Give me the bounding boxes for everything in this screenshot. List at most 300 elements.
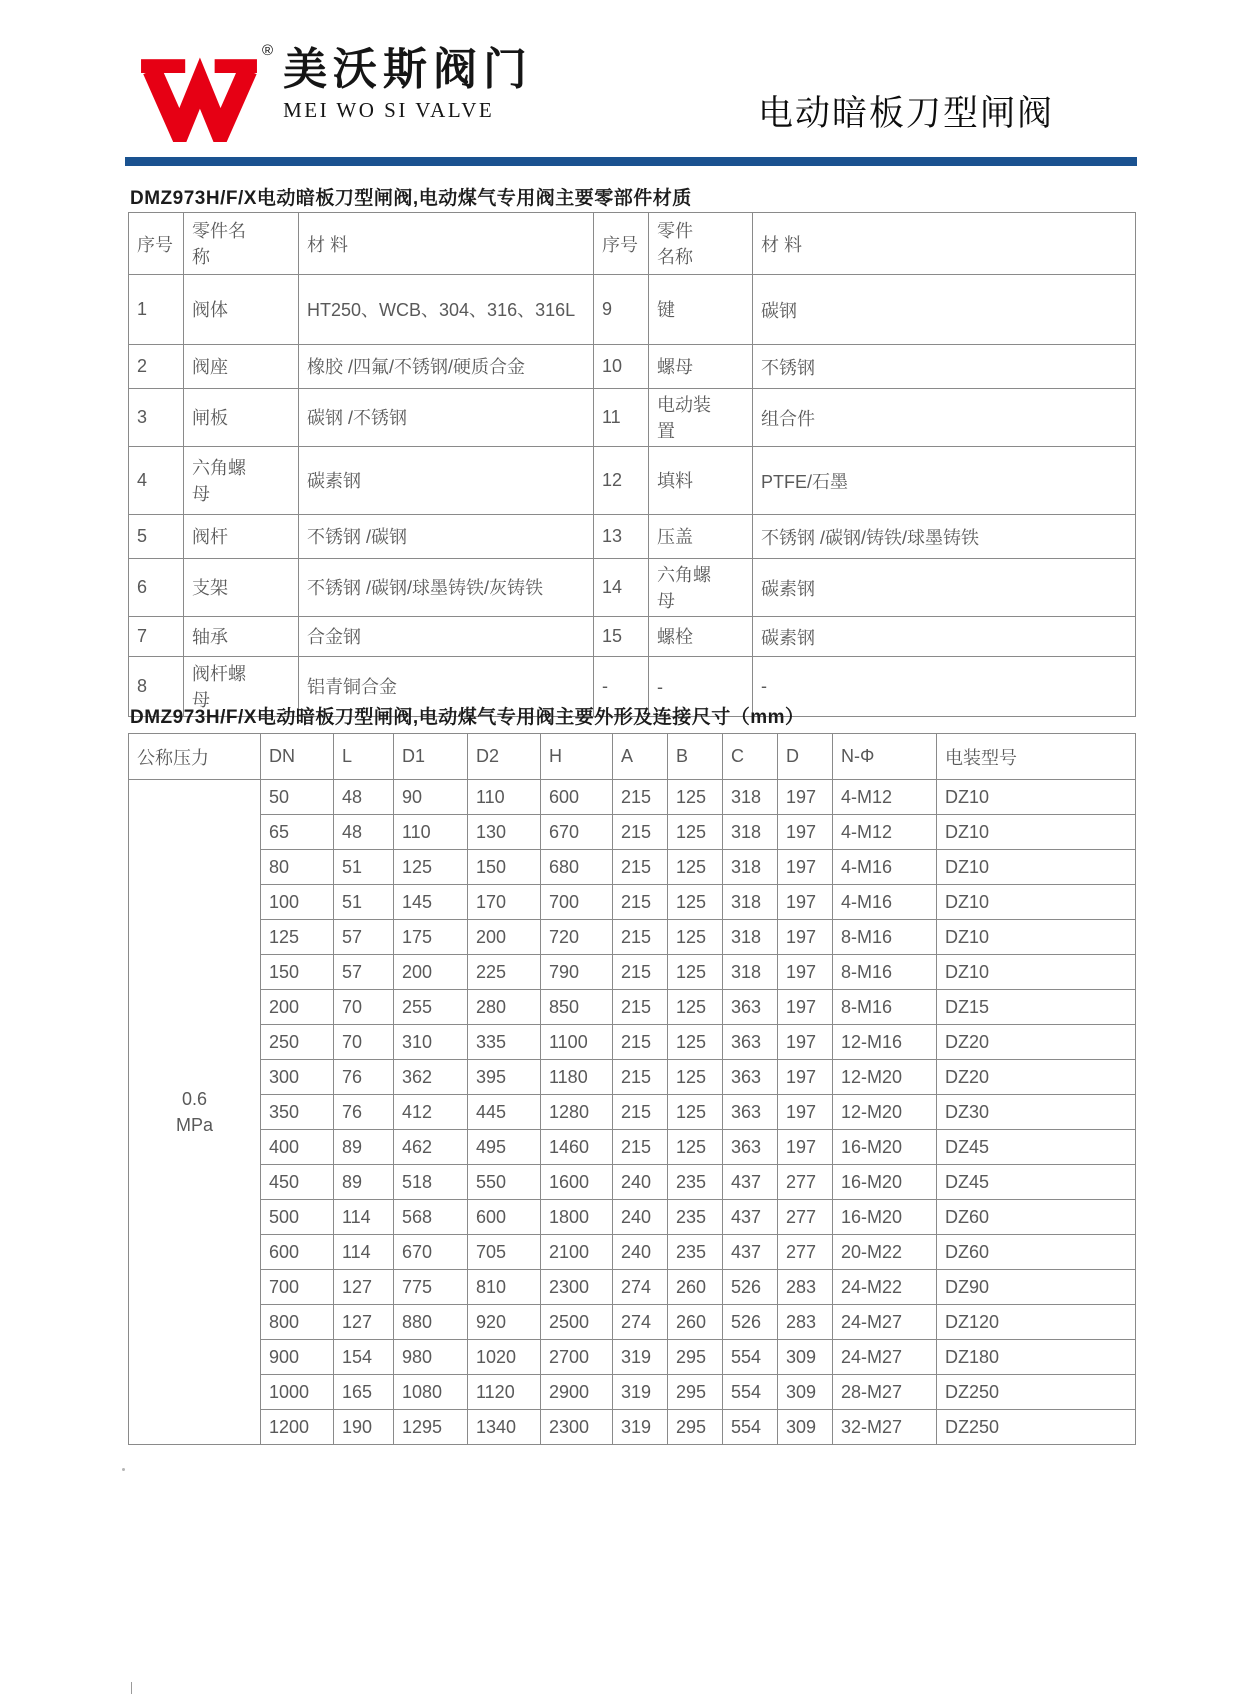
- dimensions-table-cell: 125: [668, 990, 723, 1025]
- parts-table-cell: 15: [594, 617, 649, 657]
- dimensions-table-cell: 70: [334, 1025, 394, 1060]
- dimensions-table-cell: 2900: [541, 1375, 613, 1410]
- parts-table-cell: HT250、WCB、304、316、316L: [299, 275, 594, 345]
- dimensions-table-cell: 554: [723, 1340, 778, 1375]
- dimensions-table-cell: DZ20: [937, 1025, 1136, 1060]
- dimensions-table-cell: 80: [261, 850, 334, 885]
- parts-table-cell: 碳钢: [753, 275, 1136, 345]
- dimensions-table-cell: 310: [394, 1025, 468, 1060]
- dimensions-table-cell: 810: [468, 1270, 541, 1305]
- dimensions-table-cell: 800: [261, 1305, 334, 1340]
- dimensions-table-cell: 255: [394, 990, 468, 1025]
- dimensions-table-cell: 200: [261, 990, 334, 1025]
- dimensions-table-cell: DZ10: [937, 885, 1136, 920]
- dimensions-table-cell: 240: [613, 1200, 668, 1235]
- dimensions-table-cell: 363: [723, 990, 778, 1025]
- dimensions-table-cell: 225: [468, 955, 541, 990]
- parts-table-cell: 8: [129, 657, 184, 717]
- dimensions-table-cell: 24-M22: [833, 1270, 937, 1305]
- dimensions-table-cell: 2100: [541, 1235, 613, 1270]
- dimensions-table-cell: 125: [668, 1095, 723, 1130]
- dimensions-table-cell: 150: [468, 850, 541, 885]
- dimensions-table-cell: 114: [334, 1235, 394, 1270]
- dimensions-table-cell: DZ30: [937, 1095, 1136, 1130]
- dimensions-table-cell: 680: [541, 850, 613, 885]
- dimensions-table-header-cell: B: [668, 734, 723, 780]
- dimensions-table-row: [129, 955, 1136, 990]
- dimensions-table-cell: 170: [468, 885, 541, 920]
- dimensions-table-cell: 70: [334, 990, 394, 1025]
- dimensions-table-cell: 130: [468, 815, 541, 850]
- parts-table-cell: 不锈钢 /碳钢/铸铁/球墨铸铁: [753, 515, 1136, 559]
- dimensions-table-cell: 277: [778, 1200, 833, 1235]
- dimensions-table-row: [129, 1305, 1136, 1340]
- dimensions-table-cell: 215: [613, 1025, 668, 1060]
- parts-table-cell: 碳素钢: [299, 447, 594, 515]
- parts-table-cell: 3: [129, 389, 184, 447]
- dimensions-table-cell: 350: [261, 1095, 334, 1130]
- dimensions-table-cell: 4-M16: [833, 885, 937, 920]
- dimensions-table-cell: 51: [334, 885, 394, 920]
- dimensions-table-cell: 24-M27: [833, 1305, 937, 1340]
- dimensions-table-cell: 235: [668, 1165, 723, 1200]
- parts-table-cell: 螺母: [649, 345, 753, 389]
- dimensions-table-cell: 215: [613, 1095, 668, 1130]
- dimensions-table-cell: 197: [778, 990, 833, 1025]
- dimensions-table-cell: 76: [334, 1060, 394, 1095]
- dimensions-table-header-cell: A: [613, 734, 668, 780]
- dimensions-table-cell: DZ45: [937, 1165, 1136, 1200]
- company-logo: [138, 42, 534, 142]
- dimensions-table-cell: 110: [394, 815, 468, 850]
- dimensions-table-cell: 395: [468, 1060, 541, 1095]
- dimensions-table-cell: 309: [778, 1340, 833, 1375]
- dimensions-table-cell: 309: [778, 1410, 833, 1445]
- parts-table-row: [129, 559, 1136, 617]
- dimensions-table-cell: 125: [668, 1025, 723, 1060]
- dimensions-table-cell: 283: [778, 1270, 833, 1305]
- dimensions-table-row: [129, 780, 1136, 815]
- parts-table-header-cell: 材 料: [299, 213, 594, 275]
- dimensions-table-cell: 2500: [541, 1305, 613, 1340]
- dimensions-table-header-cell: N-Φ: [833, 734, 937, 780]
- dimensions-table-cell: 1295: [394, 1410, 468, 1445]
- dimensions-table-cell: 125: [668, 955, 723, 990]
- parts-table-row: [129, 345, 1136, 389]
- dimensions-table-cell: 175: [394, 920, 468, 955]
- dimensions-table-cell: 1460: [541, 1130, 613, 1165]
- dimensions-table-cell: 437: [723, 1200, 778, 1235]
- dimensions-table-cell: 90: [394, 780, 468, 815]
- dimensions-table-cell: 215: [613, 1060, 668, 1095]
- dimensions-table-cell: 235: [668, 1235, 723, 1270]
- parts-table-cell: 阀杆螺母: [184, 657, 299, 717]
- dimensions-table-cell: 197: [778, 1130, 833, 1165]
- dimensions-table-cell: 250: [261, 1025, 334, 1060]
- parts-table-cell: 6: [129, 559, 184, 617]
- parts-table-header-cell: 零件名称: [649, 213, 753, 275]
- dimensions-table-cell: 260: [668, 1270, 723, 1305]
- dimensions-table-row: [129, 1025, 1136, 1060]
- dimensions-table-cell: 48: [334, 780, 394, 815]
- parts-table-cell: -: [649, 657, 753, 717]
- dimensions-table-cell: 65: [261, 815, 334, 850]
- dimensions-table-header-cell: D1: [394, 734, 468, 780]
- dimensions-table-cell: DZ10: [937, 920, 1136, 955]
- dimensions-table-cell: 518: [394, 1165, 468, 1200]
- dimensions-table-cell: 980: [394, 1340, 468, 1375]
- dimensions-table-cell: 89: [334, 1130, 394, 1165]
- dimensions-table-cell: 300: [261, 1060, 334, 1095]
- parts-table-cell: 填料: [649, 447, 753, 515]
- dimensions-table-cell: 16-M20: [833, 1165, 937, 1200]
- dimensions-table-cell: DZ90: [937, 1270, 1136, 1305]
- dimensions-table-cell: 670: [541, 815, 613, 850]
- dimensions-table-cell: 274: [613, 1270, 668, 1305]
- parts-table-cell: PTFE/石墨: [753, 447, 1136, 515]
- dimensions-table-cell: 775: [394, 1270, 468, 1305]
- dimensions-table-cell: 277: [778, 1165, 833, 1200]
- dimensions-table-cell: DZ60: [937, 1200, 1136, 1235]
- dimensions-table-cell: 24-M27: [833, 1340, 937, 1375]
- dimensions-table-cell: 125: [261, 920, 334, 955]
- parts-table-cell: 六角螺母: [649, 559, 753, 617]
- dimensions-table-cell: 125: [668, 850, 723, 885]
- dimensions-table-row: [129, 990, 1136, 1025]
- parts-material-table: [128, 212, 1136, 717]
- dimensions-table-cell: 127: [334, 1270, 394, 1305]
- parts-table-cell: 11: [594, 389, 649, 447]
- dimensions-table-cell: DZ180: [937, 1340, 1136, 1375]
- parts-table-cell: 电动装置: [649, 389, 753, 447]
- dimensions-table-cell: DZ60: [937, 1235, 1136, 1270]
- dimensions-table-cell: 197: [778, 1095, 833, 1130]
- parts-table-cell: 4: [129, 447, 184, 515]
- parts-table-cell: 轴承: [184, 617, 299, 657]
- dimensions-table-cell: 114: [334, 1200, 394, 1235]
- dimensions-table-cell: 1340: [468, 1410, 541, 1445]
- dimensions-table-cell: 1180: [541, 1060, 613, 1095]
- parts-table-cell: 阀座: [184, 345, 299, 389]
- dimensions-table-cell: 1100: [541, 1025, 613, 1060]
- parts-table-cell: 7: [129, 617, 184, 657]
- parts-table-cell: 支架: [184, 559, 299, 617]
- dimensions-table-cell: 1020: [468, 1340, 541, 1375]
- dimensions-table-cell: 274: [613, 1305, 668, 1340]
- dimensions-table-cell: 215: [613, 990, 668, 1025]
- parts-table-cell: 2: [129, 345, 184, 389]
- dimensions-table-row: [129, 1200, 1136, 1235]
- dimensions-table-header-cell: 电装型号: [937, 734, 1136, 780]
- dimensions-table-cell: 235: [668, 1200, 723, 1235]
- dimensions-table-cell: 600: [541, 780, 613, 815]
- dimensions-table-cell: 705: [468, 1235, 541, 1270]
- dimensions-table-cell: 462: [394, 1130, 468, 1165]
- dimensions-table-cell: 550: [468, 1165, 541, 1200]
- dimensions-table-cell: 197: [778, 1025, 833, 1060]
- parts-table-cell: 碳钢 /不锈钢: [299, 389, 594, 447]
- dimensions-table-cell: 125: [668, 1060, 723, 1095]
- parts-table-cell: 压盖: [649, 515, 753, 559]
- dimensions-table-cell: 4-M12: [833, 815, 937, 850]
- dimensions-table-row: [129, 1340, 1136, 1375]
- dimensions-table-header-cell: H: [541, 734, 613, 780]
- dimensions-table-cell: 125: [668, 920, 723, 955]
- dimensions-table-cell: 89: [334, 1165, 394, 1200]
- parts-table-cell: 橡胶 /四氟/不锈钢/硬质合金: [299, 345, 594, 389]
- dimensions-table: [128, 733, 1136, 1445]
- dimensions-table-cell: 295: [668, 1340, 723, 1375]
- parts-table-cell: 不锈钢 /碳钢: [299, 515, 594, 559]
- dimensions-table-cell: 48: [334, 815, 394, 850]
- parts-table-cell: 铝青铜合金: [299, 657, 594, 717]
- dimensions-table-cell: 150: [261, 955, 334, 990]
- dimensions-table-cell: 319: [613, 1340, 668, 1375]
- dimensions-table-cell: 335: [468, 1025, 541, 1060]
- parts-table-cell: 阀体: [184, 275, 299, 345]
- dimensions-table-cell: DZ10: [937, 780, 1136, 815]
- dimensions-table-cell: 309: [778, 1375, 833, 1410]
- dimensions-table-cell: 4-M12: [833, 780, 937, 815]
- dimensions-table-cell: 197: [778, 920, 833, 955]
- dimensions-table-cell: 8-M16: [833, 955, 937, 990]
- dimensions-table-cell: 57: [334, 955, 394, 990]
- dimensions-table-cell: 318: [723, 920, 778, 955]
- dimensions-table-cell: 318: [723, 780, 778, 815]
- dimensions-table-cell: 554: [723, 1410, 778, 1445]
- dimensions-table-cell: 1800: [541, 1200, 613, 1235]
- header-divider: [125, 157, 1137, 166]
- dimensions-table-cell: 8-M16: [833, 920, 937, 955]
- dimensions-table-cell: 526: [723, 1270, 778, 1305]
- dimensions-table-cell: 700: [261, 1270, 334, 1305]
- dimensions-table-cell: 437: [723, 1235, 778, 1270]
- dimensions-table-row: [129, 1095, 1136, 1130]
- parts-table-header-cell: 序号: [129, 213, 184, 275]
- dimensions-table-cell: 720: [541, 920, 613, 955]
- dimensions-table-row: [129, 1060, 1136, 1095]
- dimensions-table-cell: 12-M20: [833, 1060, 937, 1095]
- dimensions-table-cell: 8-M16: [833, 990, 937, 1025]
- dimensions-table-cell: 363: [723, 1130, 778, 1165]
- dimensions-table-cell: 51: [334, 850, 394, 885]
- dimensions-table-row: [129, 1270, 1136, 1305]
- dimensions-table-cell: 200: [468, 920, 541, 955]
- dimensions-table-header-cell: D2: [468, 734, 541, 780]
- dimensions-table-cell: 125: [668, 780, 723, 815]
- parts-table-row: [129, 447, 1136, 515]
- dimensions-table-cell: 283: [778, 1305, 833, 1340]
- dimensions-table-cell: 295: [668, 1410, 723, 1445]
- dimensions-table-cell: 4-M16: [833, 850, 937, 885]
- parts-table-cell: 碳素钢: [753, 617, 1136, 657]
- dimensions-table-cell: 318: [723, 815, 778, 850]
- parts-table-cell: 不锈钢: [753, 345, 1136, 389]
- dimensions-table-cell: 215: [613, 1130, 668, 1165]
- dimensions-table-cell: 16-M20: [833, 1200, 937, 1235]
- dimensions-table-row: [129, 815, 1136, 850]
- dimensions-table-cell: 215: [613, 780, 668, 815]
- dimensions-table-cell: 295: [668, 1375, 723, 1410]
- dimensions-table-cell: 76: [334, 1095, 394, 1130]
- logo-english-name: MEI WO SI VALVE: [283, 98, 495, 122]
- dimensions-table-cell: 20-M22: [833, 1235, 937, 1270]
- dimensions-table-row: [129, 850, 1136, 885]
- parts-table-cell: 1: [129, 275, 184, 345]
- dimensions-table-cell: 526: [723, 1305, 778, 1340]
- dimensions-table-cell: 412: [394, 1095, 468, 1130]
- dimensions-table-cell: 437: [723, 1165, 778, 1200]
- dimensions-table-cell: 2700: [541, 1340, 613, 1375]
- dimensions-table-cell: 2300: [541, 1410, 613, 1445]
- dimensions-table-cell: 318: [723, 850, 778, 885]
- dimensions-table-cell: DZ45: [937, 1130, 1136, 1165]
- parts-table-title: DMZ973H/F/X电动暗板刀型闸阀,电动煤气专用阀主要零部件材质: [130, 188, 692, 209]
- parts-table-cell: 10: [594, 345, 649, 389]
- dimensions-table-cell: 12-M20: [833, 1095, 937, 1130]
- dimensions-table-cell: 125: [394, 850, 468, 885]
- dimensions-table-cell: 400: [261, 1130, 334, 1165]
- dimensions-table-cell: 850: [541, 990, 613, 1025]
- dimensions-table-cell: 1280: [541, 1095, 613, 1130]
- parts-table-cell: 9: [594, 275, 649, 345]
- dimensions-table-cell: 197: [778, 850, 833, 885]
- dimensions-table-cell: DZ10: [937, 815, 1136, 850]
- dimensions-table-cell: DZ120: [937, 1305, 1136, 1340]
- dimensions-table-header-cell: L: [334, 734, 394, 780]
- dimensions-table-cell: 1080: [394, 1375, 468, 1410]
- dimensions-table-cell: 197: [778, 955, 833, 990]
- dimensions-table-cell: 1120: [468, 1375, 541, 1410]
- dimensions-table-cell: 125: [668, 815, 723, 850]
- dimensions-table-cell: 200: [394, 955, 468, 990]
- dimensions-table-row: [129, 1375, 1136, 1410]
- valve-logo-icon: [138, 50, 260, 142]
- nominal-pressure-cell: 0.6 MPa: [129, 780, 261, 1445]
- parts-table-cell: 12: [594, 447, 649, 515]
- dimensions-table-cell: 277: [778, 1235, 833, 1270]
- parts-table-cell: 螺栓: [649, 617, 753, 657]
- dimensions-table-cell: DZ10: [937, 955, 1136, 990]
- parts-table-cell: 组合件: [753, 389, 1136, 447]
- dimensions-table-cell: 362: [394, 1060, 468, 1095]
- dimensions-table-row: [129, 1165, 1136, 1200]
- dimensions-table-cell: 215: [613, 955, 668, 990]
- dimensions-table-cell: 165: [334, 1375, 394, 1410]
- dimensions-table-cell: 215: [613, 920, 668, 955]
- dimensions-table-cell: 154: [334, 1340, 394, 1375]
- parts-table-row: [129, 617, 1136, 657]
- dimensions-table-cell: 319: [613, 1375, 668, 1410]
- dimensions-table-row: [129, 1410, 1136, 1445]
- dimensions-table-cell: 197: [778, 885, 833, 920]
- dimensions-table-cell: 100: [261, 885, 334, 920]
- parts-table-cell: 六角螺母: [184, 447, 299, 515]
- dimensions-table-cell: 500: [261, 1200, 334, 1235]
- parts-table-cell: -: [594, 657, 649, 717]
- dimensions-table-cell: 240: [613, 1165, 668, 1200]
- dimensions-table-cell: 127: [334, 1305, 394, 1340]
- dimensions-table-cell: 445: [468, 1095, 541, 1130]
- dimensions-table-row: [129, 1235, 1136, 1270]
- dimensions-table-cell: 32-M27: [833, 1410, 937, 1445]
- parts-table-cell: 键: [649, 275, 753, 345]
- parts-table-cell: 碳素钢: [753, 559, 1136, 617]
- dimensions-table-header-cell: 公称压力: [129, 734, 261, 780]
- dimensions-table-row: [129, 1130, 1136, 1165]
- dimensions-table-cell: 1600: [541, 1165, 613, 1200]
- parts-table-row: [129, 389, 1136, 447]
- dimensions-table-cell: 215: [613, 850, 668, 885]
- parts-table-row: [129, 515, 1136, 559]
- parts-table-header-row: [129, 213, 1136, 275]
- dimensions-table-cell: 125: [668, 885, 723, 920]
- dimensions-table-header-row: [129, 734, 1136, 780]
- parts-table-cell: 不锈钢 /碳钢/球墨铸铁/灰铸铁: [299, 559, 594, 617]
- dimensions-table-cell: 240: [613, 1235, 668, 1270]
- dimensions-table-cell: 2300: [541, 1270, 613, 1305]
- dimensions-table-cell: 363: [723, 1060, 778, 1095]
- dimensions-table-cell: DZ250: [937, 1410, 1136, 1445]
- dimensions-table-cell: DZ10: [937, 850, 1136, 885]
- dimensions-table-header-cell: D: [778, 734, 833, 780]
- dimensions-table-cell: 190: [334, 1410, 394, 1445]
- dimensions-table-cell: 790: [541, 955, 613, 990]
- parts-table-header-cell: 零件名称: [184, 213, 299, 275]
- parts-table-row: [129, 275, 1136, 345]
- dimensions-table-cell: 568: [394, 1200, 468, 1235]
- dimensions-table-cell: 50: [261, 780, 334, 815]
- dimensions-table-cell: 363: [723, 1095, 778, 1130]
- dimensions-table-cell: 700: [541, 885, 613, 920]
- dimensions-table-cell: DZ20: [937, 1060, 1136, 1095]
- dimensions-table-cell: 260: [668, 1305, 723, 1340]
- dimensions-table-cell: 12-M16: [833, 1025, 937, 1060]
- dimensions-table-row: [129, 920, 1136, 955]
- dimensions-table-title: DMZ973H/F/X电动暗板刀型闸阀,电动煤气专用阀主要外形及连接尺寸（mm）: [130, 707, 805, 728]
- dimensions-table-cell: 215: [613, 885, 668, 920]
- dimensions-table-cell: 363: [723, 1025, 778, 1060]
- parts-table-cell: -: [753, 657, 1136, 717]
- dimensions-table-cell: 145: [394, 885, 468, 920]
- parts-table-cell: 13: [594, 515, 649, 559]
- dimensions-table-cell: 57: [334, 920, 394, 955]
- dimensions-table-cell: 197: [778, 815, 833, 850]
- parts-table-header-cell: 材 料: [753, 213, 1136, 275]
- dimensions-table-cell: 900: [261, 1340, 334, 1375]
- parts-table-cell: 阀杆: [184, 515, 299, 559]
- dimensions-table-cell: 1000: [261, 1375, 334, 1410]
- parts-table-cell: 5: [129, 515, 184, 559]
- dimensions-table-cell: 670: [394, 1235, 468, 1270]
- dimensions-table-cell: 110: [468, 780, 541, 815]
- dimensions-table-cell: 450: [261, 1165, 334, 1200]
- dimensions-table-cell: DZ250: [937, 1375, 1136, 1410]
- dimensions-table-header-cell: DN: [261, 734, 334, 780]
- dimensions-table-cell: 280: [468, 990, 541, 1025]
- parts-table-header-cell: 序号: [594, 213, 649, 275]
- dimensions-table-cell: 197: [778, 1060, 833, 1095]
- page-title: 电动暗板刀型闸阀: [758, 94, 1055, 133]
- dimensions-table-cell: 197: [778, 780, 833, 815]
- logo-chinese-name: 美沃斯阀门: [283, 45, 534, 94]
- footer-tick-mark: [131, 1682, 132, 1694]
- dimensions-table-row: [129, 885, 1136, 920]
- parts-table-cell: 合金钢: [299, 617, 594, 657]
- dimensions-table-cell: DZ15: [937, 990, 1136, 1025]
- dimensions-table-cell: 125: [668, 1130, 723, 1165]
- dimensions-table-cell: 554: [723, 1375, 778, 1410]
